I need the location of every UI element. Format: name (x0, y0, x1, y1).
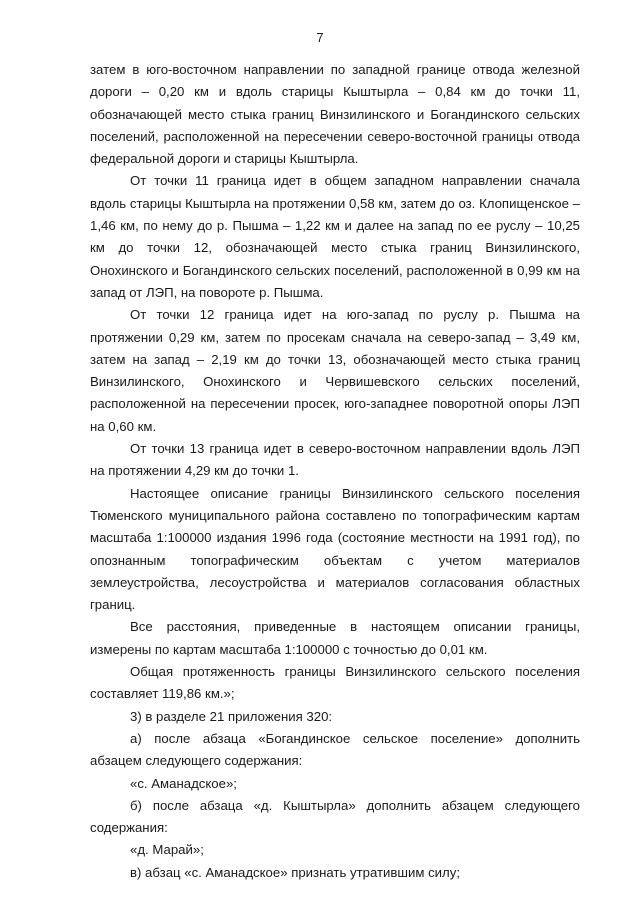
paragraph-description-source: Настоящее описание границы Винзилинского сельского поселения Тюменского муниципального района составлено по топографическим картам масштаба 1:100000 издания 1996 года (состояние местности на 1991 год), по опознанным топографическим объектам с учетом материалов землеустройства, лесоустройства и материалов согласования областных границ. (90, 485, 580, 613)
paragraph-item-b: б) после абзаца «д. Кыштырла» дополнить абзацем следующего содержания: (90, 797, 580, 836)
page-number: 7 (316, 30, 324, 45)
document-body (90, 59, 580, 884)
paragraph-quote-maray: «д. Марай»; (130, 842, 204, 858)
paragraph-quote-amanadskoe: «с. Аманадское»; (130, 775, 237, 791)
paragraph-point-11: От точки 11 граница идет в общем западном направлении сначала вдоль старицы Кыштырла на протяжении 0,58 км, затем до оз. Клопищенское – 1,46 км, по нему до р. Пышма – 1,22 км и далее на запад по ее руслу – 10,25 км до точки 12, обозначающей место стыка границ Винзилинского, Онохинского и Богандинского сельских поселений, расположенной в 0,99 км на запад от ЛЭП, на повороте р. Пышма. (90, 173, 580, 300)
paragraph-point-13: От точки 13 граница идет в северо-восточном направлении вдоль ЛЭП на протяжении 4,29 км до точки 1. (90, 441, 580, 479)
paragraph-total-length: Общая протяженность границы Винзилинского сельского поселения составляет 119,86 км.»; (90, 664, 580, 702)
paragraph-distances: Все расстояния, приведенные в настоящем описании границы, измерены по картам масштаба 1:100000 с точностью до 0,01 км. (90, 619, 580, 657)
paragraph-continuation: затем в юго-восточном направлении по западной границе отвода железной дороги – 0,20 км и вдоль старицы Кыштырла – 0,84 км до точки 11, обозначающей место стыка границ Винзилинского и Богандинского сельских поселений, расположенной на пересечении северо-восточной границы отвода федеральной дороги и старицы Кыштырла. (90, 62, 580, 167)
paragraph-section-21: 3) в разделе 21 приложения 320: (130, 708, 333, 724)
paragraph-point-12: От точки 12 граница идет на юго-запад по руслу р. Пышма на протяжении 0,29 км, затем по просекам сначала на северо-запад – 3,49 км, затем на запад – 2,19 км до точки 13, обозначающей место стыка границ Винзилинского, Онохинского и Червишевского сельских поселений, расположенной на пересечении просек, юго-западнее поворотной опоры ЛЭП на 0,60 км. (90, 307, 580, 434)
paragraph-item-v: в) абзац «с. Аманадское» признать утратившим силу; (130, 864, 461, 880)
paragraph-item-a: а) после абзаца «Богандинское сельское поселение» дополнить абзацем следующего содержания: (90, 730, 580, 769)
